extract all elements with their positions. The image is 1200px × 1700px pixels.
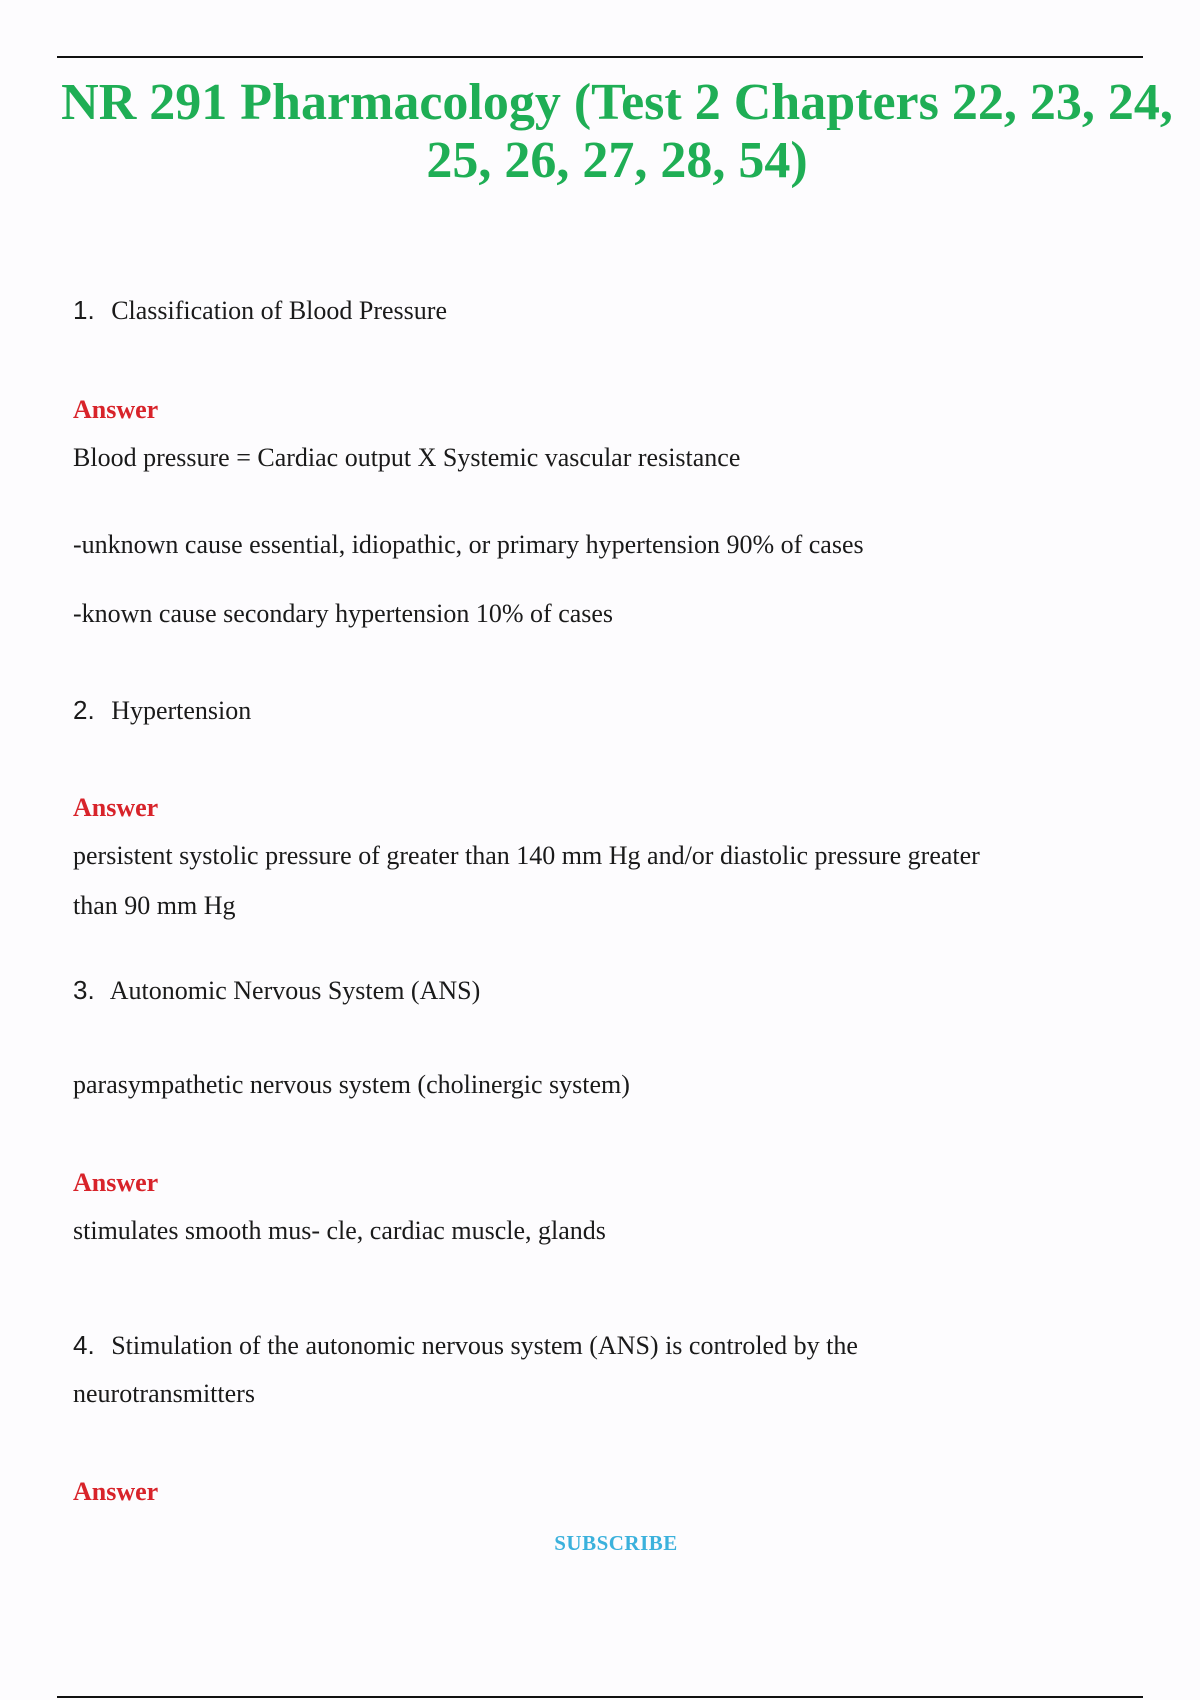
answer-1-line-1: Blood pressure = Cardiac output X Systemic vascular resistance xyxy=(73,443,741,472)
question-text: Classification of Blood Pressure xyxy=(111,296,447,325)
bottom-rule xyxy=(57,1696,1143,1698)
question-text: Hypertension xyxy=(111,696,252,725)
question-2 xyxy=(73,694,251,727)
answer-1-line-3: -known cause secondary hypertension 10% of cases xyxy=(73,599,614,628)
question-4-continuation: neurotransmitters xyxy=(73,1379,255,1408)
question-text: Stimulation of the autonomic nervous system (ANS) is controled by the xyxy=(111,1331,858,1360)
top-rule xyxy=(57,56,1143,58)
answer-label-4: Answer xyxy=(73,1477,159,1506)
question-number: 4. xyxy=(73,1330,95,1360)
question-4 xyxy=(73,1329,858,1362)
question-text: Autonomic Nervous System (ANS) xyxy=(109,976,481,1005)
subscribe-link[interactable]: SUBSCRIBE xyxy=(554,1531,678,1555)
answer-2-line-2: than 90 mm Hg xyxy=(73,891,236,920)
question-number: 1. xyxy=(73,295,95,325)
question-number: 3. xyxy=(73,975,95,1005)
answer-3-line-1: stimulates smooth mus- cle, cardiac muscle, glands xyxy=(73,1216,606,1245)
question-1 xyxy=(73,294,447,327)
answer-2-line-1: persistent systolic pressure of greater than 140 mm Hg and/or diastolic pressure greater xyxy=(73,841,980,870)
answer-label-2: Answer xyxy=(73,793,159,822)
answer-1-line-2: -unknown cause essential, idiopathic, or primary hypertension 90% of cases xyxy=(73,530,864,559)
page-title: NR 291 Pharmacology (Test 2 Chapters 22, 23, 24, 25, 26, 27, 28, 54) xyxy=(61,74,1173,189)
question-3-note: parasympathetic nervous system (cholinergic system) xyxy=(73,1070,630,1099)
question-3 xyxy=(73,974,480,1007)
answer-label-3: Answer xyxy=(73,1168,159,1197)
question-number: 2. xyxy=(73,695,95,725)
answer-label-1: Answer xyxy=(73,395,159,424)
